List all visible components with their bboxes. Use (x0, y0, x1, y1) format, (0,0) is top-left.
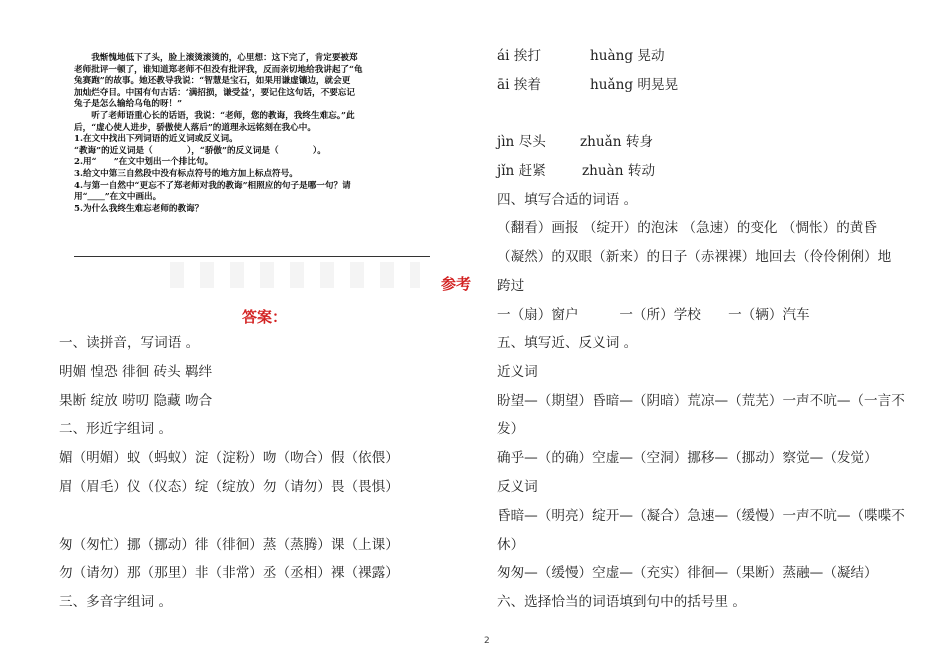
answer-line: （翻看）画报 （绽开）的泡沫 （急速）的变化 （惆怅）的黄昏 (497, 220, 877, 236)
section-heading: 一、读拼音，写词语 。 (59, 335, 200, 351)
question-line: 1.在文中找出下列词语的近义词或反义词。 (74, 134, 238, 145)
answer-line: 眉（眉毛）仪（仪态）绽（绽放）勿（请勿）畏（畏惧） (59, 479, 399, 495)
answer-line-rule (74, 256, 430, 257)
question-line: “教诲”的近义词是（ ），“骄傲”的反义词是（ ）。 (74, 145, 326, 156)
pinyin-item: huǎng 明晃晃 (590, 77, 679, 93)
pinyin-item: zhuǎn 转身 (580, 134, 654, 150)
passage-line: 后，“虚心使人进步，骄傲使人落后”的道理永远铭刻在我心中。 (74, 122, 316, 133)
passage-line: 听了老师语重心长的话语，我说：“老师，您的教诲，我终生难忘。”此 (74, 110, 355, 121)
question-line: 4.与第一自然中“更忘不了郑老师对我的教诲”相照应的句子是哪一句？请 (74, 180, 351, 191)
answer-line: 匆匆—（缓慢）空虚—（充实）徘徊—（果断）蒸融—（凝结） (497, 565, 878, 581)
section-heading: 四、填写合适的词语 。 (497, 192, 638, 208)
subheading: 近义词 (497, 364, 538, 380)
answer-line: 果断 绽放 唠叨 隐藏 吻合 (59, 393, 213, 409)
answer-line: 明媚 惶恐 徘徊 砖头 羁绊 (59, 364, 213, 380)
pinyin-item: āi 挨着 (497, 77, 541, 93)
pinyin-item: zhuàn 转动 (582, 163, 656, 179)
answer-heading: 答案： (242, 308, 288, 326)
page-number: 2 (484, 636, 490, 646)
passage-line: 兔赛跑”的故事。她还教导我说：“智慧是宝石，如果用谦虚镶边，就会更 (74, 76, 351, 87)
cankao-label: 参考 (441, 275, 472, 293)
answer-line: 盼望—（期望）昏暗—（阴暗）荒凉—（荒芜）一声不吭—（一言不 (497, 393, 905, 409)
answer-line: 跨过 (497, 278, 525, 294)
pinyin-item: jìn 尽头 (497, 134, 546, 150)
section-heading: 五、填写近、反义词 。 (497, 335, 638, 351)
answer-line: 休） (497, 537, 525, 553)
answer-line: 一（扇）窗户 一（所）学校 一（辆）汽车 (497, 307, 810, 323)
answer-line: 发） (497, 421, 525, 437)
reading-passage (74, 53, 438, 215)
section-heading: 二、形近字组词 。 (59, 421, 173, 437)
pinyin-item: ái 挨打 (497, 48, 541, 64)
pinyin-item: jǐn 赶紧 (497, 163, 546, 179)
faded-watermark-strip (170, 262, 420, 288)
answer-line: 确乎—（的确）空虚—（空洞）挪移—（挪动）察觉—（发觉） (497, 450, 878, 466)
passage-line: 加灿烂夺目。中国有句古话：‘满招损，谦受益’，要记住这句话，不要忘记 (74, 87, 355, 98)
question-line: 5.为什么我终生难忘老师的教诲？ (74, 203, 204, 214)
answer-line: 昏暗—（明亮）绽开—（凝合）急速—（缓慢）一声不吭—（喋喋不 (497, 508, 905, 524)
question-line: 3.给文中第三自然段中没有标点符号的地方加上标点符号。 (74, 168, 298, 179)
passage-line: 我惭愧地低下了头，脸上滚烫滚烫的，心里想：这下完了，肯定要被郑 (74, 53, 358, 63)
passage-line: 兔子是怎么输给乌龟的呀！” (74, 99, 183, 110)
section-heading: 六、选择恰当的词语填到句中的括号里 。 (497, 594, 747, 610)
question-line: 用“＿＿”在文中画出。 (74, 192, 162, 203)
question-line: 2.用“ ”在文中划出一个排比句。 (74, 157, 214, 168)
section-heading: 三、多音字组词 。 (59, 594, 173, 610)
answer-line: 匆（匆忙）挪（挪动）徘（徘徊）蒸（蒸腾）课（上课） (59, 537, 399, 553)
answer-line: 媚（明媚）蚁（蚂蚁）淀（淀粉）吻（吻合）假（依偎） (59, 450, 399, 466)
pinyin-item: huàng 晃动 (590, 48, 665, 64)
subheading: 反义词 (497, 479, 538, 495)
passage-line: 老师批评一顿了，谁知道郑老师不但没有批评我，反而亲切地给我讲起了“龟 (74, 64, 363, 75)
answer-line: 勿（请勿）那（那里）非（非常）丞（丞相）裸（裸露） (59, 565, 399, 581)
answer-line: （凝然）的双眼（新来）的日子（赤裸裸）地回去（伶伶俐俐）地 (497, 249, 892, 265)
